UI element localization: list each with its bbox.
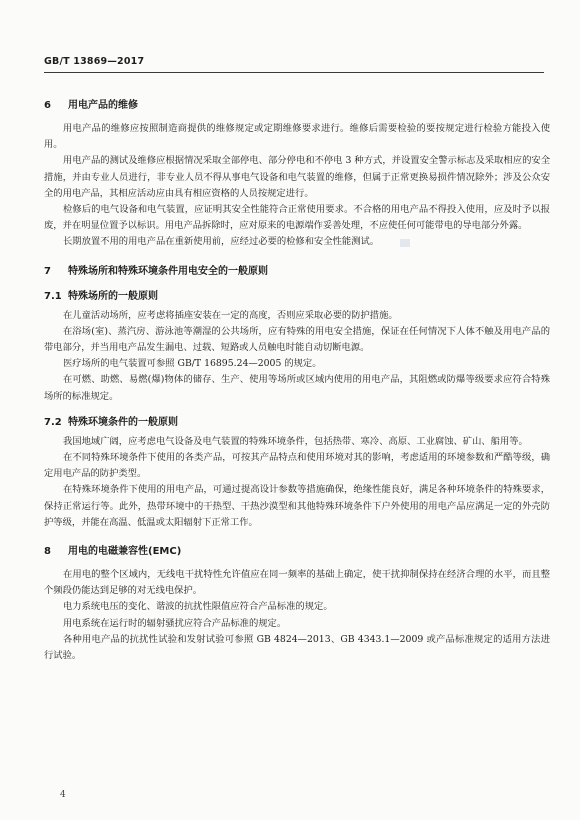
paragraph: 电力系统电压的变化、谐波的抗扰性限值应符合产品标准的规定。 xyxy=(63,601,333,613)
paragraph: 用电系统在运行时的辐射骚扰应符合产品标准的规定。 xyxy=(63,617,287,629)
section-number: 7 xyxy=(44,265,51,277)
subsection-title: 特殊环境条件的一般原则 xyxy=(68,416,178,428)
paragraph: 长期放置不用的用电产品在重新使用前，应经过必要的检修和安全性能测试。 xyxy=(63,236,380,248)
header-rule xyxy=(44,72,544,73)
paragraph: 医疗场所的电气装置可参照 GB/T 16895.24—2005 的规定。 xyxy=(63,358,322,370)
paragraph: 在特殊环境条件下使用的用电产品，可通过提高设计参数等措施确保，绝缘性能良好，满足各种环境条件的特殊要求，保持正常运行等。此外，热带环境中的干热型、干热沙漠型和其他特殊环境条件下户外使用的用电产品应满足一定的外壳防护等级，并能在高温、低温或太阳辐射下正常工作。 xyxy=(44,484,550,528)
subsection-number: 7.1 xyxy=(44,290,62,302)
section-8-heading xyxy=(44,542,550,557)
subsection-7-1-heading xyxy=(44,287,550,302)
paragraph: 在浴场(室)、蒸汽房、游泳池等潮湿的公共场所，应有特殊的用电安全措施，保证在任何情况下人体不触及用电产品的带电部分，并当用电产品发生漏电、过载、短路或人员触电时能自动切断电源。 xyxy=(44,325,550,354)
paragraph: 检修后的电气设备和电气装置，应证明其安全性能符合正常使用要求。不合格的用电产品不得投入使用，应及时予以报废，并在明显位置予以标识。用电产品拆除时，应对原来的电源端作妥善处理，不应使任何可能带电的导电部分外露。 xyxy=(44,204,550,232)
paragraph: 在不同特殊环境条件下使用的各类产品，可按其产品特点和使用环境对其的影响，考虑适用的环境参数和严酷等级，确定用电产品的防护类型。 xyxy=(44,452,550,480)
paragraph: 用电产品的测试及维修应根据情况采取全部停电、部分停电和不停电 3 种方式，并设置安全警示标志及采取相应的安全措施，并由专业人员进行，非专业人员不得从事电气设备和电气装置的维修，但属于正常更换易损件情况除外；涉及公众安全的用电产品，其相应活动应由具有相应资格的人员按规定进行。 xyxy=(44,155,550,199)
section-number: 8 xyxy=(44,546,51,558)
subsection-7-2-heading xyxy=(44,413,550,428)
document-body xyxy=(44,96,550,664)
section-title: 用电产品的维修 xyxy=(68,100,138,111)
paragraph: 各种用电产品的抗扰性试验和发射试验可参照 GB 4824—2013、GB 4343.1—2009 或产品标准规定的适用方法进行试验。 xyxy=(44,633,550,662)
section-title: 用电的电磁兼容性(EMC) xyxy=(68,546,182,558)
standard-code-header: GB/T 13869—2017 xyxy=(44,56,145,67)
section-title: 特殊场所和特殊环境条件用电安全的一般原则 xyxy=(68,265,268,277)
subsection-number: 7.2 xyxy=(44,416,62,428)
paragraph: 我国地域广阔，应考虑电气设备及电气装置的特殊环境条件，包括热带、寒冷、高原、工业腐蚀、矿山、船用等。 xyxy=(63,435,528,447)
page-number: 4 xyxy=(60,790,66,800)
section-7-heading xyxy=(44,262,550,277)
section-number: 6 xyxy=(44,100,51,111)
subsection-title: 特殊场所的一般原则 xyxy=(68,290,158,302)
paragraph: 在儿童活动场所，应考虑将插座安装在一定的高度，否则应采取必要的防护措施。 xyxy=(63,309,398,321)
section-6-heading xyxy=(44,96,550,111)
paragraph: 在用电的整个区域内，无线电干扰特性允许值应在同一频率的基础上确定，使干扰抑制保持在经济合理的水平，而且整个频段仍能达到足够的对无线电保护。 xyxy=(44,569,550,597)
paragraph: 用电产品的维修应按照制造商提供的维修规定或定期维修要求进行。维修后需要检验的要按规定进行检验方能投入使用。 xyxy=(44,123,550,151)
paragraph: 在可燃、助燃、易燃(爆)物体的储存、生产、使用等场所或区域内使用的用电产品，其阻燃或防爆等级要求应符合特殊场所的标准规定。 xyxy=(44,374,550,402)
